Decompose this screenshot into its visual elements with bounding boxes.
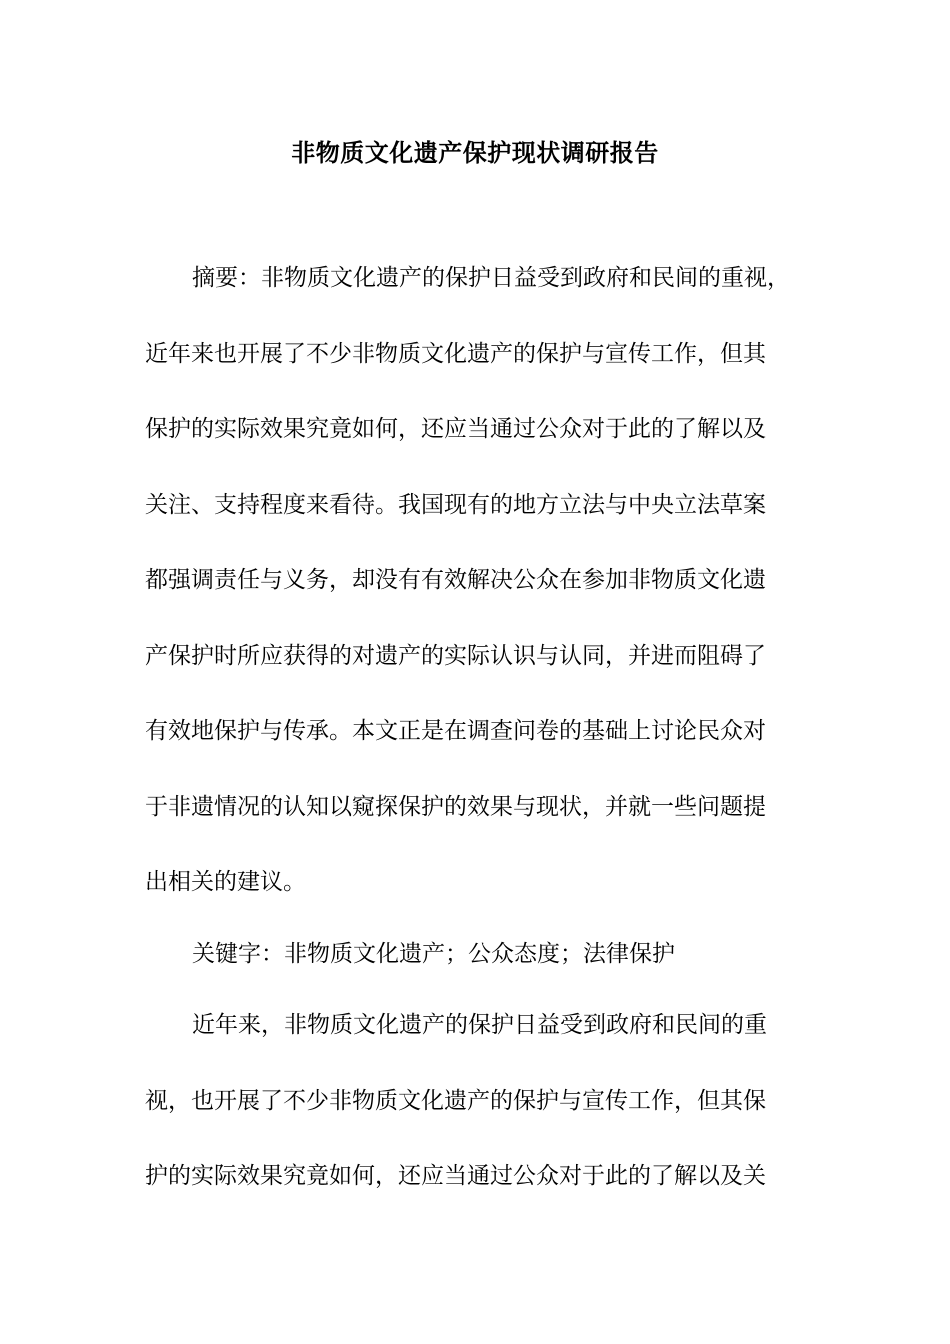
abstract-line: 产保护时所应获得的对遗产的实际认识与认同，并进而阻碍了 [145, 642, 766, 669]
intro-line: 近年来，非物质文化遗产的保护日益受到政府和民间的重 [192, 1012, 767, 1038]
keywords-paragraph [145, 917, 807, 993]
abstract-line: 摘要：非物质文化遗产的保护日益受到政府和民间的重视， [192, 265, 790, 291]
abstract-line: 有效地保护与传承。本文正是在调查问卷的基础上讨论民众对 [145, 718, 766, 744]
document-title: 非物质文化遗产保护现状调研报告 [291, 138, 659, 167]
abstract-paragraph [145, 241, 807, 921]
abstract-line: 都强调责任与义务，却没有有效解决公众在参加非物质文化遗 [145, 567, 766, 593]
abstract-line: 关注、支持程度来看待。我国现有的地方立法与中央立法草案 [145, 491, 766, 518]
intro-line: 视，也开展了不少非物质文化遗产的保护与宣传工作，但其保 [145, 1087, 766, 1114]
keywords-line: 关键字：非物质文化遗产；公众态度；法律保护 [192, 941, 675, 967]
intro-paragraph [145, 988, 807, 1215]
intro-line: 护的实际效果究竟如何，还应当通过公众对于此的了解以及关 [145, 1163, 766, 1189]
abstract-line: 保护的实际效果究竟如何，还应当通过公众对于此的了解以及 [145, 416, 766, 442]
abstract-line: 近年来也开展了不少非物质文化遗产的保护与宣传工作，但其 [145, 340, 766, 367]
abstract-line: 出相关的建议。 [145, 869, 306, 895]
abstract-line: 于非遗情况的认知以窥探保护的效果与现状，并就一些问题提 [145, 793, 766, 820]
